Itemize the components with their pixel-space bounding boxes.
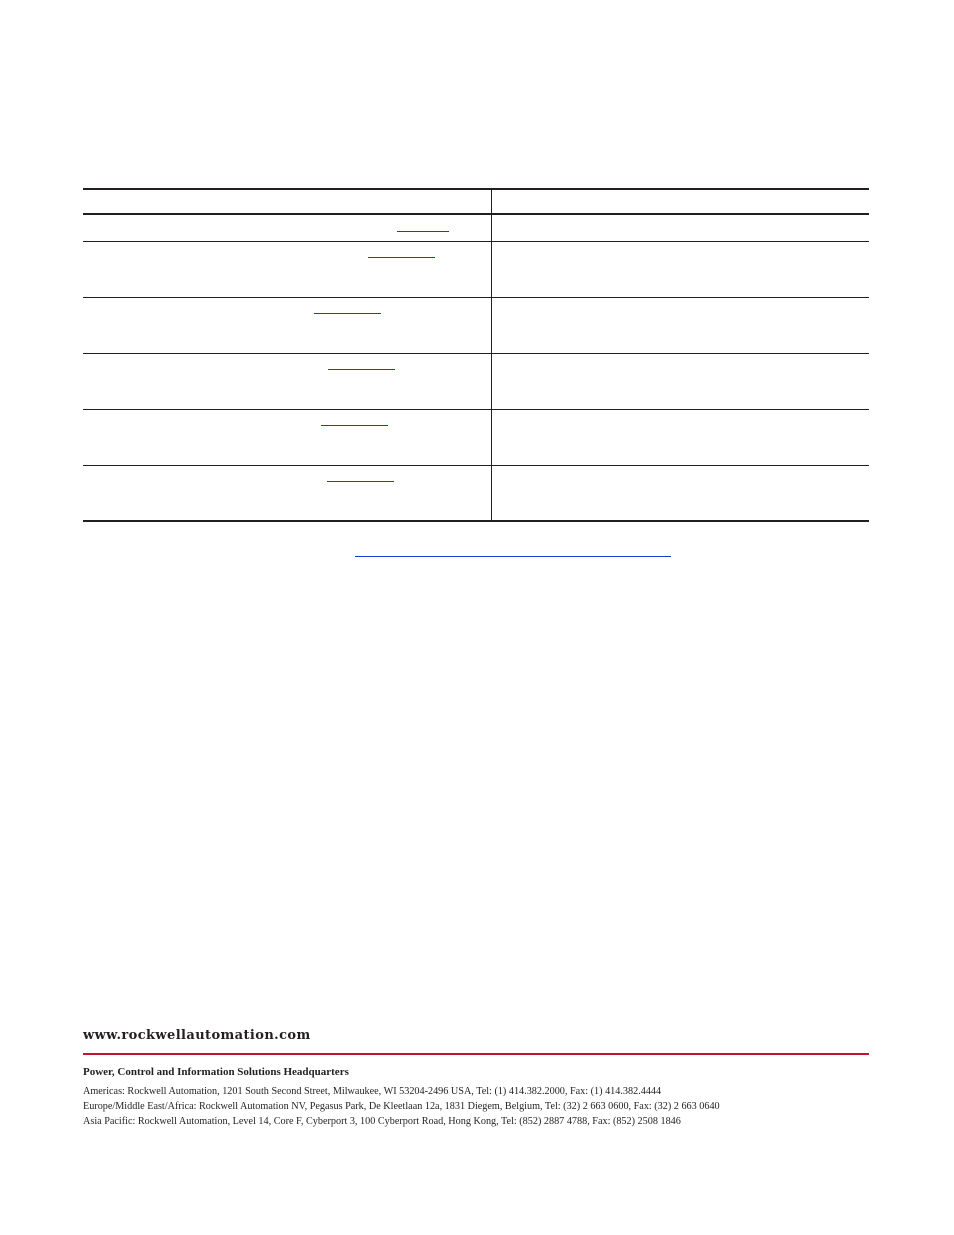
table-row <box>83 466 869 522</box>
table-row <box>83 410 869 466</box>
table-row <box>83 354 869 410</box>
footer-url[interactable]: www.rockwellautomation.com <box>83 1028 311 1043</box>
europe-address: Europe/Middle East/Africa: Rockwell Automation NV, Pegasus Park, De Kleetlaan 12a, 1831 Diegem, Belgium, Tel: (32) 2 663 0600, Fax: (32) 2 663 0640 <box>83 1101 720 1112</box>
publication-link[interactable] <box>314 313 381 314</box>
americas-address: Americas: Rockwell Automation, 1201 South Second Street, Milwaukee, WI 53204-2496 USA, Tel: (1) 414.382.2000, Fax: (1) 414.382.4444 <box>83 1086 662 1097</box>
literature-library-link[interactable] <box>355 556 671 557</box>
publication-link[interactable] <box>328 369 395 370</box>
table-header <box>83 190 869 215</box>
publication-link[interactable] <box>327 481 394 482</box>
publication-link[interactable] <box>368 257 435 258</box>
publication-link[interactable] <box>397 231 449 232</box>
resources-table <box>83 188 869 522</box>
asia-pacific-address: Asia Pacific: Rockwell Automation, Level 14, Core F, Cyberport 3, 100 Cyberport Road, Hong Kong, Tel: (852) 2887 4788, Fax: (852) 2508 1846 <box>83 1116 681 1127</box>
table-row <box>83 215 869 242</box>
table-row <box>83 242 869 298</box>
table-row <box>83 298 869 354</box>
publication-link[interactable] <box>321 425 388 426</box>
footer-divider <box>83 1053 869 1055</box>
headquarters-title: Power, Control and Information Solutions Headquarters <box>83 1066 349 1078</box>
